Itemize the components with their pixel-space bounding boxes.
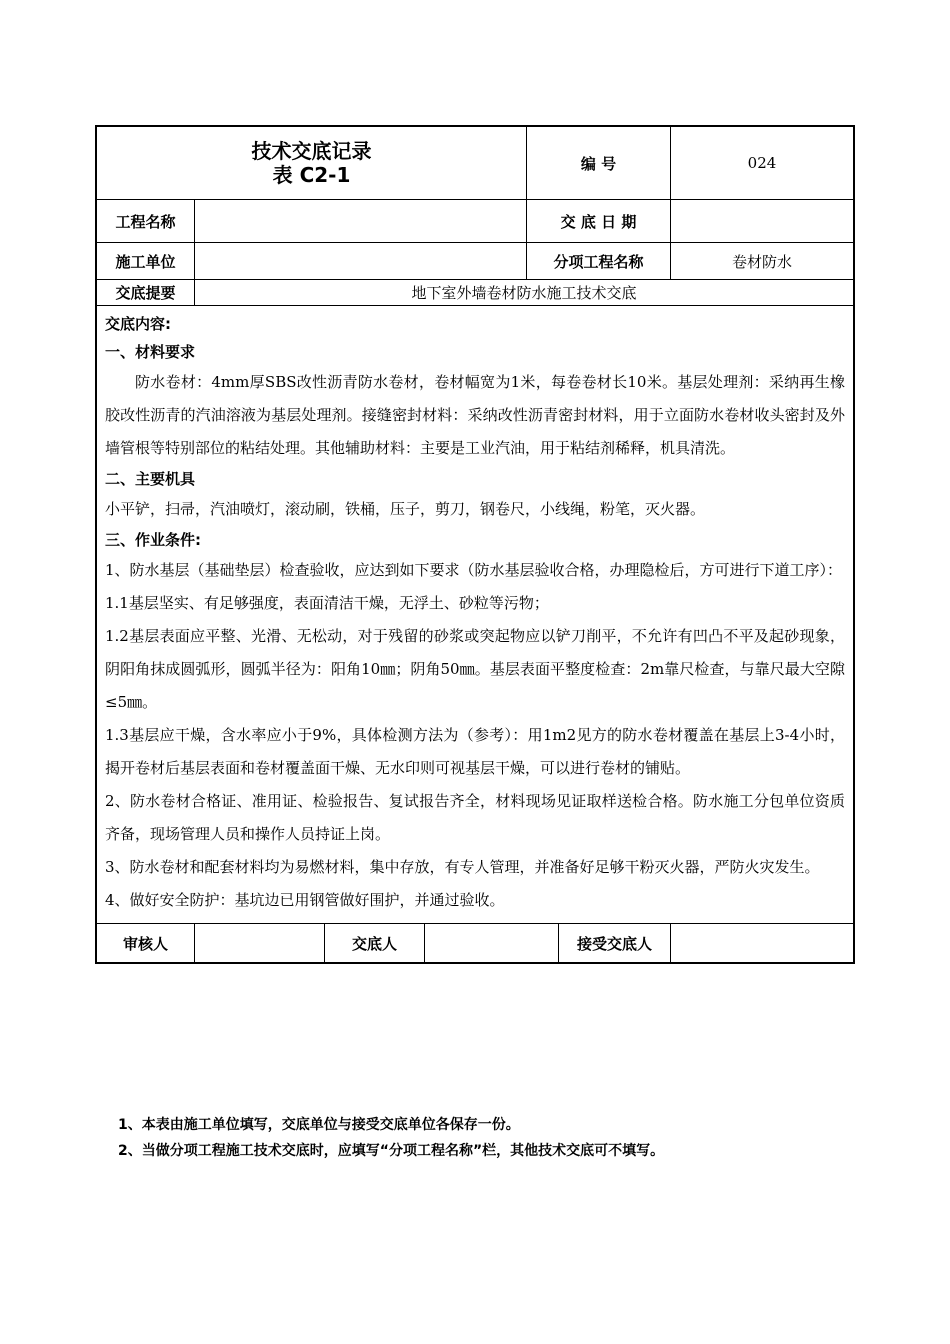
summary-row [97,280,853,306]
content-heading: 交底内容: [105,315,171,333]
form-title [97,127,527,199]
project-name-label: 工程名称 [97,200,195,242]
note-2: 2、当做分项工程施工技术交底时，应填写“分项工程名称”栏，其他技术交底可不填写。 [118,1143,665,1159]
receiver-label: 接受交底人 [559,924,671,962]
conditions-paragraph-1-2: 1.2基层表面应平整、光滑、无松动，对于残留的砂浆或突起物应以铲刀削平，不允许有凹凸不平及起砂现象，阴阳角抹成圆弧形，圆弧半径为：阳角10㎜；阴角50㎜。基层表面平整度检查：2m靠尺检查，与靠尺最大空隙≤5㎜。 [105,627,845,711]
unit-row [97,243,853,280]
form-title-line2: 表 C2-1 [272,163,351,187]
construction-unit-label: 施工单位 [97,243,195,279]
disclosure-content [97,306,853,924]
summary-value: 地下室外墙卷材防水施工技术交底 [411,284,637,302]
reviewer-field[interactable] [195,924,325,962]
conditions-paragraph-4: 4、做好安全防护：基坑边已用钢管做好围护，并通过验收。 [105,891,505,909]
project-name-field[interactable] [195,200,527,242]
construction-unit-field[interactable] [195,243,527,279]
conditions-paragraph-1-3: 1.3基层应干燥，含水率应小于9%，具体检测方法为（参考）：用1m2见方的防水卷材覆盖在基层上3-4小时，揭开卷材后基层表面和卷材覆盖面干燥、无水印则可视基层干燥，可以进行卷材的铺贴。 [105,726,845,777]
section-tools-title: 二、主要机具 [105,470,196,488]
discloser-field[interactable] [425,924,559,962]
header-row [97,127,853,200]
conditions-paragraph-2: 2、防水卷材合格证、准用证、检验报告、复试报告齐全，材料现场见证取样送检合格。防水施工分包单位资质齐备，现场管理人员和操作人员持证上岗。 [105,792,845,843]
note-1: 1、本表由施工单位填写，交底单位与接受交底单位各保存一份。 [118,1117,520,1133]
conditions-paragraph-1-1: 1.1基层坚实、有足够强度，表面清洁干燥，无浮土、砂粒等污物； [105,594,549,612]
number-label: 编 号 [527,127,671,199]
conditions-paragraph-1: 1、防水基层（基础垫层）检查验收，应达到如下要求（防水基层验收合格，办理隐检后，方可进行下道工序）： [105,561,843,579]
summary-label: 交底提要 [97,280,195,305]
tools-paragraph: 小平铲，扫帚，汽油喷灯，滚动刷，铁桶，压子，剪刀，钢卷尺，小线绳，粉笔，灭火器。 [105,500,706,518]
subproject-name-value: 卷材防水 [731,252,792,271]
disclosure-record-table [95,125,855,964]
number-value: 024 [747,154,777,172]
discloser-label: 交底人 [325,924,425,962]
conditions-paragraph-3: 3、防水卷材和配套材料均为易燃材料，集中存放，有专人管理，并准备好足够干粉灭火器，严防火灾发生。 [105,858,820,876]
disclosure-date-field[interactable] [671,200,853,242]
signature-row [97,924,853,962]
subproject-name-label: 分项工程名称 [527,243,671,279]
disclosure-date-label: 交 底 日 期 [527,200,671,242]
section-materials-title: 一、材料要求 [105,343,196,361]
section-conditions-title: 三、作业条件: [105,531,201,549]
form-notes [118,1112,664,1164]
form-title-line1: 技术交底记录 [251,139,372,163]
reviewer-label: 审核人 [97,924,195,962]
project-row [97,200,853,243]
materials-paragraph: 防水卷材：4mm厚SBS改性沥青防水卷材，卷材幅宽为1米，每卷卷材长10米。基层处理剂：采纳再生橡胶改性沥青的汽油溶液为基层处理剂。接缝密封材料：采纳改性沥青密封材料，用于立面防水卷材收头密封及外墙管根等特别部位的粘结处理。其他辅助材料：主要是工业汽油，用于粘结剂稀释，机具清洗。 [105,373,845,457]
receiver-field[interactable] [671,924,853,962]
